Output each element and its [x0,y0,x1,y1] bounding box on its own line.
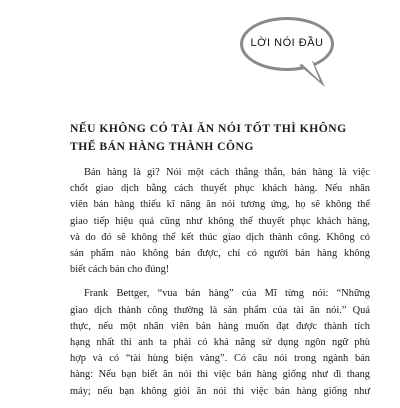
heading-line: NẾU KHÔNG CÓ TÀI ĂN NÓI TỐT THÌ KHÔNG [70,122,347,135]
text-line: biết cách bán cho đúng! [70,264,170,276]
text-line: Frank Bettger, “vua bán hàng” của Mĩ từng nói: “Những [84,288,370,300]
text-line: Bán hàng là gì? Nói một cách thẳng thắn, bán hàng là việc [84,167,370,178]
text-line: giao dịch thành công thường là sản phẩm của tài ăn nói.” Quả [70,304,370,316]
preface-label: LỜI NÓI ĐẦU [250,37,324,49]
text-line: hạng nhất thì anh ta phải có khả năng sử dụng ngôn ngữ phù [70,337,370,349]
heading-line: THỂ BÁN HÀNG THÀNH CÔNG [70,140,254,153]
paragraph [70,286,370,399]
text-line: viên bán hàng thiếu kĩ năng ăn nói tương ứng, họ sẽ không thể [70,199,370,211]
text-line: và do đó sẽ không thể kết thúc giao dịch thành công. Không có [70,231,370,243]
text-line: sản phẩm nào không bán được, chỉ có người bán hàng không [70,248,370,260]
chapter-heading [70,120,370,156]
text-line: giao tiếp hiệu quả cũng như không thể thuyết phục khách hàng, [70,215,370,227]
speech-bubble-icon [237,15,337,91]
paragraph [70,165,370,278]
text-line: thực, nếu một nhân viên bán hàng muốn đạt được thành tích [70,320,370,332]
text-line: hợp và có “tài hùng biện vàng”. Có câu nói trong ngành bán [70,353,370,365]
preface-speech-bubble [237,15,337,91]
text-line: máy; nếu bạn không giỏi ăn nói thì việc bán hàng giống như [70,385,370,397]
text-line: chốt giao dịch bằng cách thuyết phục khách hàng. Nếu nhân [70,183,370,195]
text-line: hàng: Nếu bạn biết ăn nói thì việc bán hàng giống như đi thang [70,369,370,381]
body-text [70,165,370,408]
